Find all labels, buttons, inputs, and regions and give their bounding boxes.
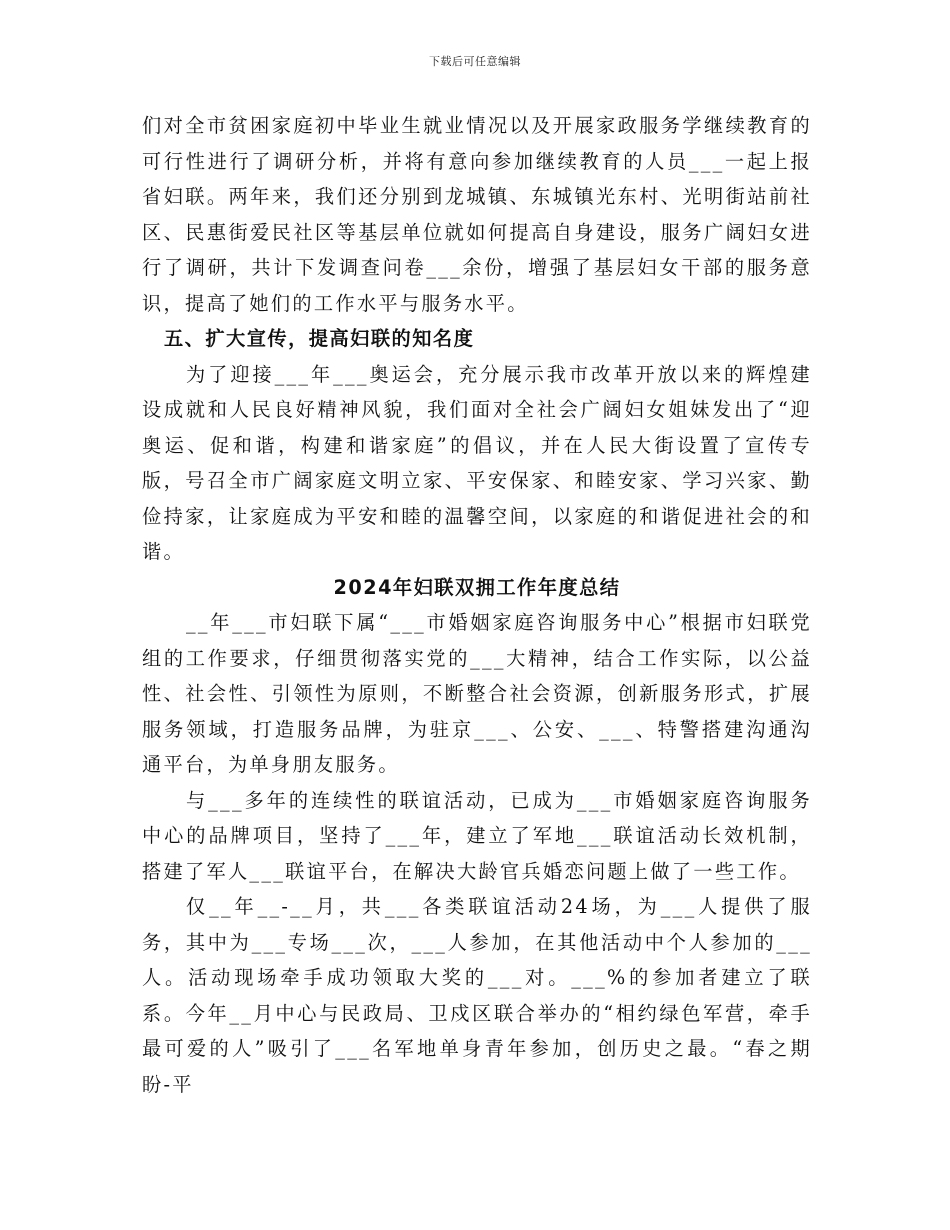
document-title: 2024年妇联双拥工作年度总结: [333, 575, 621, 599]
paragraph-service-center: __年___市妇联下属“___市婚姻家庭咨询服务中心”根据市妇联党组的工作要求，仔细贯彻落实党的___大精神，结合工作实际，以公益性、社会性、引领性为原则，不断整合社会资源，创新服务形式，扩展服务领域，打造服务品牌，为驻京___、公安、___、特警搭建沟通沟通平台，为单身朋友服务。: [142, 611, 812, 776]
section-heading-publicity: 五、扩大宣传，提高妇联的知名度: [164, 327, 475, 350]
paragraph-brand-project: 与___多年的连续性的联谊活动，已成为___市婚姻家庭咨询服务中心的品牌项目，坚持了___年，建立了军地___联谊活动长效机制，搭建了军人___联谊平台，在解决大龄官兵婚恋问题上做了一些工作。: [142, 788, 812, 883]
paragraph-publicity: 为了迎接___年___奥运会，充分展示我市改革开放以来的辉煌建设成就和人民良好精神风貌，我们面对全社会广阔妇女姐妹发出了“迎奥运、促和谐，构建和谐家庭”的倡议，并在人民大街设置了宣传专版，号召全市广阔家庭文明立家、平安保家、和睦安家、学习兴家、勤俭持家，让家庭成为平安和睦的温馨空间，以家庭的和谐促进社会的和谐。: [142, 362, 812, 563]
paragraph-activity-stats: 仅__年__-__月，共___各类联谊活动24场，为___人提供了服务，其中为___专场___次，___人参加，在其他活动中个人参加的___人。活动现场牵手成功领取大奖的___对。___%的参加者建立了联系。今年__月中心与民政局、卫戍区联合举办的“相约绿色军营，牵手最可爱的人”吸引了___名军地单身青年参加，创历史之最。“春之期盼-平: [142, 895, 812, 1096]
document-body: [142, 108, 812, 1102]
paragraph-research-continued: 们对全市贫困家庭初中毕业生就业情况以及开展家政服务学继续教育的可行性进行了调研分析，并将有意向参加继续教育的人员___一起上报省妇联。两年来，我们还分别到龙城镇、东城镇光东村、光明街站前社区、民惠街爱民社区等基层单位就如何提高自身建设，服务广阔妇女进行了调研，共计下发调查问卷___余份，增强了基层妇女干部的服务意识，提高了她们的工作水平与服务水平。: [142, 114, 812, 315]
page-header-note: 下载后可任意编辑: [429, 55, 521, 68]
